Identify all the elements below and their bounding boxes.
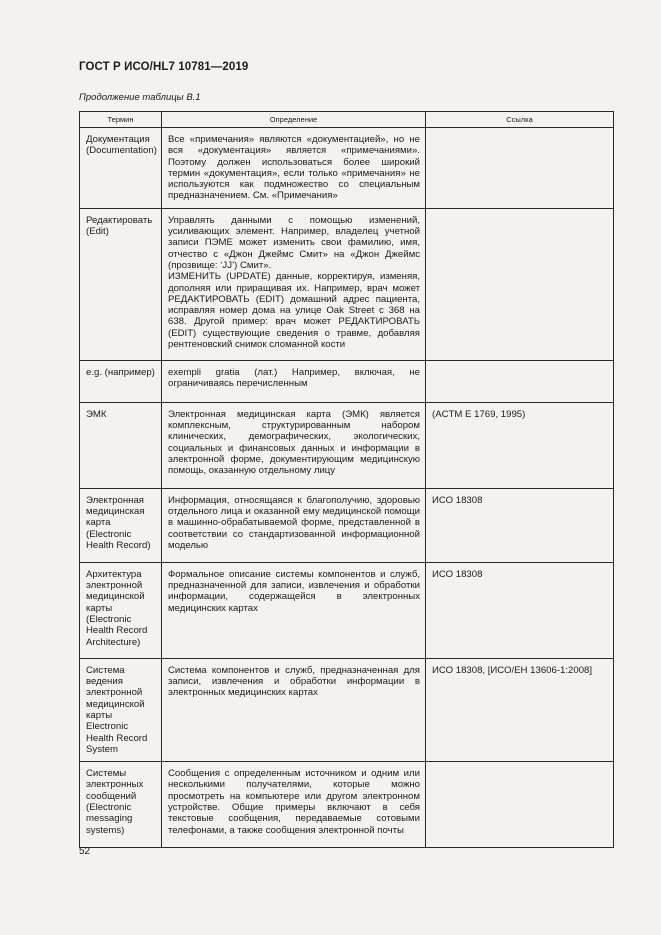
definition-paragraph: Информация, относящаяся к благополучию, здоровью отдельного лица и оказанной ему медицинской помощи в машинно-обрабатываемой форме, представленной в соответствии со стандартизованной информационной моделью — [168, 494, 420, 551]
definition-paragraph: Формальное описание системы компонентов и служб, предназначенной для записи, извлечения и обработки информации, содержащейся в электронных медицинских картах — [168, 568, 420, 614]
table-row — [80, 658, 614, 761]
definition-paragraph: Система компонентов и служб, предназначенная для записи, извлечения и обработки информации в электронных медицинских картах — [168, 664, 420, 699]
definition-paragraph: Сообщения с определенным источником и одним или несколькими получателями, которые можно просмотреть на компьютере или другом электронном устройстве. Общие примеры включают в себя текстовые сообщения, передаваемые сотовыми телефонами, а также сообщения электронной почты — [168, 768, 420, 836]
definition-cell — [162, 128, 426, 209]
reference-cell: ИСО 18308 — [426, 562, 614, 658]
table-row — [80, 360, 614, 402]
term-cell: e.g. (например) — [80, 360, 162, 402]
reference-cell: ИСО 18308, [ИСО/ЕН 13606-1:2008] — [426, 658, 614, 761]
definition-cell — [162, 402, 426, 488]
reference-cell — [426, 762, 614, 848]
column-header-definition: Определение — [162, 112, 426, 128]
reference-cell — [426, 208, 614, 360]
definition-paragraph: Электронная медицинская карта (ЭМК) является комплексным, структурированным набором клинических, демографических, экологических, социальных и финансовых данных и информации в электронной форме, документирующим медицинскую помощь, оказанную отдельному лицу — [168, 408, 420, 477]
table-row — [80, 562, 614, 658]
reference-cell — [426, 360, 614, 402]
definition-cell — [162, 488, 426, 562]
term-cell: Системы электронных сообщений (Electronic messaging systems) — [80, 762, 162, 848]
document-header: ГОСТ Р ИСО/HL7 10781—2019 — [79, 61, 249, 73]
term-cell: Система ведения электронной медицинской карты Electronic Health Record System — [80, 658, 162, 761]
definition-cell — [162, 360, 426, 402]
table-row — [80, 488, 614, 562]
definition-paragraph: Все «примечания» являются «документацией», но не вся «документация» является «примечаниями». Поэтому должен использоваться более широкий термин «документация», если только «примечания» не используются как подмножество со специальным предназначением. См. «Примечания» — [168, 134, 420, 202]
table-row — [80, 128, 614, 209]
reference-cell — [426, 128, 614, 209]
reference-cell: ИСО 18308 — [426, 488, 614, 562]
definition-cell — [162, 562, 426, 658]
table-row — [80, 208, 614, 360]
term-cell: Архитектура электронной медицинской карты (Electronic Health Record Architecture) — [80, 562, 162, 658]
column-header-reference: Ссылка — [426, 112, 614, 128]
term-cell: Электронная медицинская карта (Electronic Health Record) — [80, 488, 162, 562]
definition-cell — [162, 762, 426, 848]
definition-paragraph: Управлять данными с помощью изменений, усиливающих элемент. Например, владелец учетной записи ПЭМЕ может изменить свои фамилию, имя, отчество с «Джон Джеймс Смит» на «Джон Джеймс (прозвище: ‘JJ’) Смит». — [168, 214, 420, 271]
definition-paragraph: ИЗМЕНИТЬ (UPDATE) данные, корректируя, изменяя, дополняя или приращивая их. Например, врач может РЕДАКТИРОВАТЬ (EDIT) домашний адрес пациента, исправляя номер дома на улице Oak Street с 368 на 638. Другой пример: врач может РЕДАКТИРОВАТЬ (EDIT) существующие сведения о травме, добавляя рентгеновский снимок сломанной кости — [168, 271, 420, 351]
definitions-table — [79, 111, 614, 848]
definition-cell — [162, 208, 426, 360]
table-row — [80, 402, 614, 488]
column-header-term: Термин — [80, 112, 162, 128]
table-header-row — [80, 112, 614, 128]
term-cell: Документация (Documentation) — [80, 128, 162, 209]
definition-cell — [162, 658, 426, 761]
reference-cell: (ACTM E 1769, 1995) — [426, 402, 614, 488]
table-caption: Продолжение таблицы В.1 — [79, 92, 201, 103]
page-number: 52 — [79, 846, 91, 857]
table-row — [80, 762, 614, 848]
term-cell: Редактировать (Edit) — [80, 208, 162, 360]
term-cell: ЭМК — [80, 402, 162, 488]
definition-paragraph: exempli gratia (лат.) Например, включая, не ограничиваясь перечисленным — [168, 366, 420, 390]
